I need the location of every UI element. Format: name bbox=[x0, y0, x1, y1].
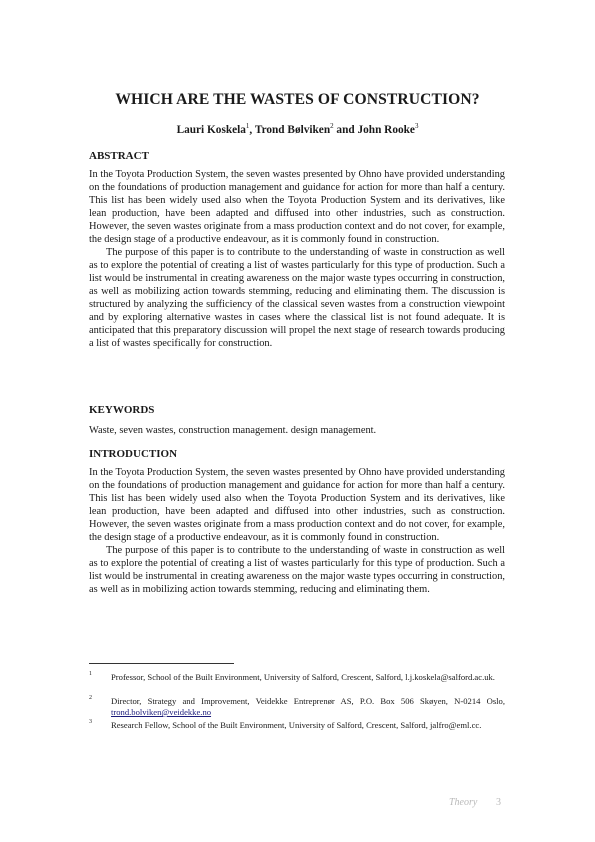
page-number: 3 bbox=[496, 797, 501, 808]
email-link[interactable]: trond.bolviken@veidekke.no bbox=[111, 707, 212, 717]
author-separator: and bbox=[333, 124, 358, 136]
author-footnote-mark: 2 bbox=[330, 122, 334, 131]
introduction-paragraph: The purpose of this paper is to contribute to the understanding of waste in construction as well as to explore the potential of creating a list of wastes particularly for this type of production. Such a list would be instrumental in creating awareness on the major waste types occurring in construction, as well as in mobilizing action towards stemming, reducing and eliminating them. bbox=[89, 545, 505, 595]
footnote-number: 2 bbox=[89, 695, 92, 701]
introduction-heading: INTRODUCTION bbox=[89, 448, 178, 460]
author-line bbox=[0, 124, 595, 136]
abstract-paragraph: The purpose of this paper is to contribute to the understanding of waste in construction as well as to explore the potential of creating a list of wastes particularly for this type of production. Such a list would be instrumental in creating awareness on the major waste types occurring in construction, as well as mobilizing action towards stemming, reducing and eliminating them. The discussion is structured by analyzing the sufficiency of the classical seven wastes from a construction viewpoint and by exploring alternative wastes in cases where the classical list is not found adequate. It is anticipated that this preparatory discussion will propel the next stage of research towards producing a list of wastes specifically for construction. bbox=[89, 247, 505, 349]
footnote bbox=[89, 696, 505, 718]
footnote-number: 3 bbox=[89, 719, 92, 725]
footnote-divider bbox=[89, 663, 234, 664]
footnote bbox=[89, 672, 505, 683]
keywords-heading: KEYWORDS bbox=[89, 404, 155, 416]
abstract-paragraph: In the Toyota Production System, the seven wastes presented by Ohno have provided understanding on the foundations of production management and guidance for action for more than half a century. This list has been widely used also when the Toyota Production System and its derivatives, like lean production, have been adapted and diffused into other industries, such as construction. However, the seven wastes originate from a mass production context and do not cover, for example, the design stage of a productive endeavour, as it is commonly found in construction. bbox=[89, 169, 505, 245]
introduction-paragraph: In the Toyota Production System, the seven wastes presented by Ohno have provided understanding on the foundations of production management and guidance for action for more than half a century. This list has been widely used also when the Toyota Production System and its derivatives, like lean production, have been adapted and diffused into other industries, such as construction. However, the seven wastes originate from a mass production context and do not cover, for example, the design stage of a productive endeavour, as it is commonly found in construction. bbox=[89, 467, 505, 543]
footnote-text-part: Director, Strategy and Improvement, Veidekke Entreprenør AS, P.O. Box 506 Skøyen, N-0214 Oslo, bbox=[111, 696, 505, 706]
paper-title: WHICH ARE THE WASTES OF CONSTRUCTION? bbox=[115, 91, 480, 108]
footnote-text: Professor, School of the Built Environment, University of Salford, Crescent, Salford, l.j.koskela@salford.ac.uk. bbox=[111, 672, 495, 682]
footnote-number: 1 bbox=[89, 671, 92, 677]
author-name: John Rooke bbox=[357, 124, 415, 136]
author-footnote-mark: 1 bbox=[245, 122, 250, 131]
footnote-text bbox=[111, 696, 505, 718]
introduction-body bbox=[89, 466, 505, 596]
abstract-heading: ABSTRACT bbox=[89, 150, 149, 162]
author-footnote-mark: 3 bbox=[414, 122, 419, 131]
abstract-body bbox=[89, 168, 505, 350]
running-head: Theory bbox=[449, 797, 478, 808]
keywords-text: Waste, seven wastes, construction management. design management. bbox=[89, 425, 377, 436]
footnote-text: Research Fellow, School of the Built Environment, University of Salford, Crescent, Salford, jalfro@eml.cc. bbox=[111, 720, 482, 730]
keywords-body bbox=[89, 424, 505, 437]
author-separator: , bbox=[249, 124, 255, 136]
author-name: Lauri Koskela bbox=[176, 124, 246, 136]
footnote bbox=[89, 720, 505, 731]
author-name: Trond Bølviken bbox=[254, 124, 331, 136]
